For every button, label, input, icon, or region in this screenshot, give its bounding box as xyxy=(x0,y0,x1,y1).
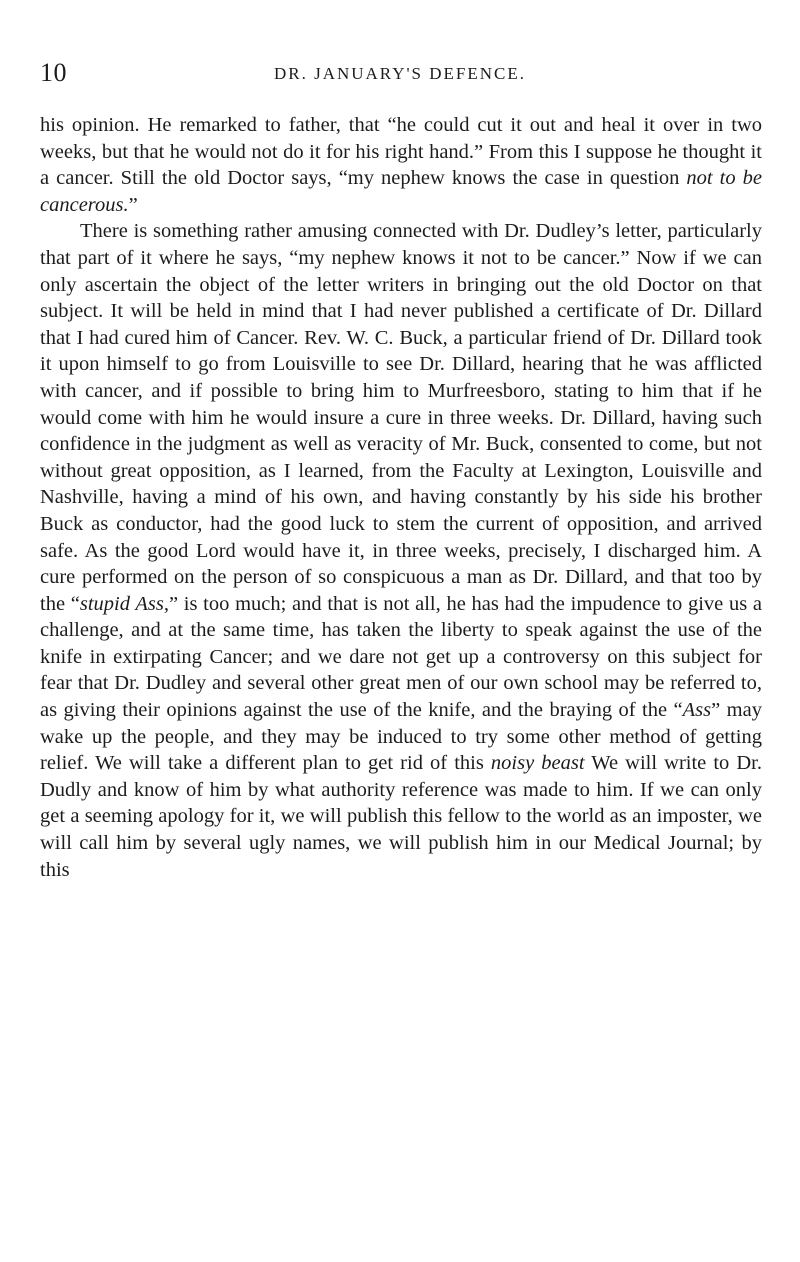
page-number: 10 xyxy=(40,58,67,87)
paragraph-2-italic-c: noisy beast xyxy=(490,752,585,775)
paragraph-2 xyxy=(40,218,762,883)
paragraph-1-text-b: ” xyxy=(128,193,138,216)
body-text xyxy=(40,112,762,883)
paragraph-2-text-c: ” may wake up the people, and they may be induced to try some other method of getting relief. We will take a different plan to get rid of this xyxy=(40,699,762,775)
paragraph-1 xyxy=(40,112,762,218)
paragraph-2-italic-b: Ass xyxy=(682,699,712,722)
running-title: DR. JANUARY'S DEFENCE. xyxy=(273,64,527,83)
paragraph-1-text-a: his opinion. He remarked to father, that “he could cut it out and heal it over in two weeks, but that he would not do it for his right hand.” From this I suppose he thought it a cancer. Still the old Doctor says, “my nephew knows the case in question xyxy=(40,114,762,190)
paragraph-2-text-a: There is something rather amusing connected with Dr. Dudley’s letter, particularly that part of it where he says, “my nephew knows it not to be cancer.” Now if we can only ascertain the object of the letter writers in bringing out the old Doctor on that subject. It will be held in mind that I had never published a certificate of Dr. Dillard that I had cured him of Cancer. Rev. W. C. Buck, a particular friend of Dr. Dillard took it upon himself to go from Louisville to see Dr. Dillard, hearing that he was afflicted with cancer, and if possible to bring him to Murfreesboro, stating to him that if he would come with him he would insure a cure in three weeks. Dr. Dillard, having such confidence in the judgment as well as veracity of Mr. Buck, consented to come, but not without great opposition, as I learned, from the Faculty at Lexington, Louisville and Nashville, having a mind of his own, and having constantly by his side his brother Buck as conductor, had the good luck to stem the current of opposition, and arrived safe. As the good Lord would have it, in three weeks, precisely, I discharged him. A cure performed on the person of so conspicuous a man as Dr. Dillard, and that too by the “ xyxy=(40,220,762,615)
running-head xyxy=(40,58,760,88)
paragraph-2-text-d: We will write to Dr. Dudly and know of him by what authority reference was made to him. If we can only get a seeming apology for it, we will publish this fellow to the world as an imposter, we will call him by several ugly names, we will publish him in our Medical Journal; by this xyxy=(40,752,763,881)
paragraph-2-italic-a: stupid Ass, xyxy=(79,592,169,615)
paragraph-1-italic-a: not to be cancerous. xyxy=(40,167,763,216)
paragraph-2-text-b: ” is too much; and that is not all, he has had the impudence to give us a challenge, and at the same time, has taken the liberty to speak against the use of the knife in extirpating Cancer; and we dare not get up a controversy on this subject for fear that Dr. Dudley and several other great men of our own school may be referred to, as giving their opinions against the use of the knife, and the braying of the “ xyxy=(40,592,762,722)
